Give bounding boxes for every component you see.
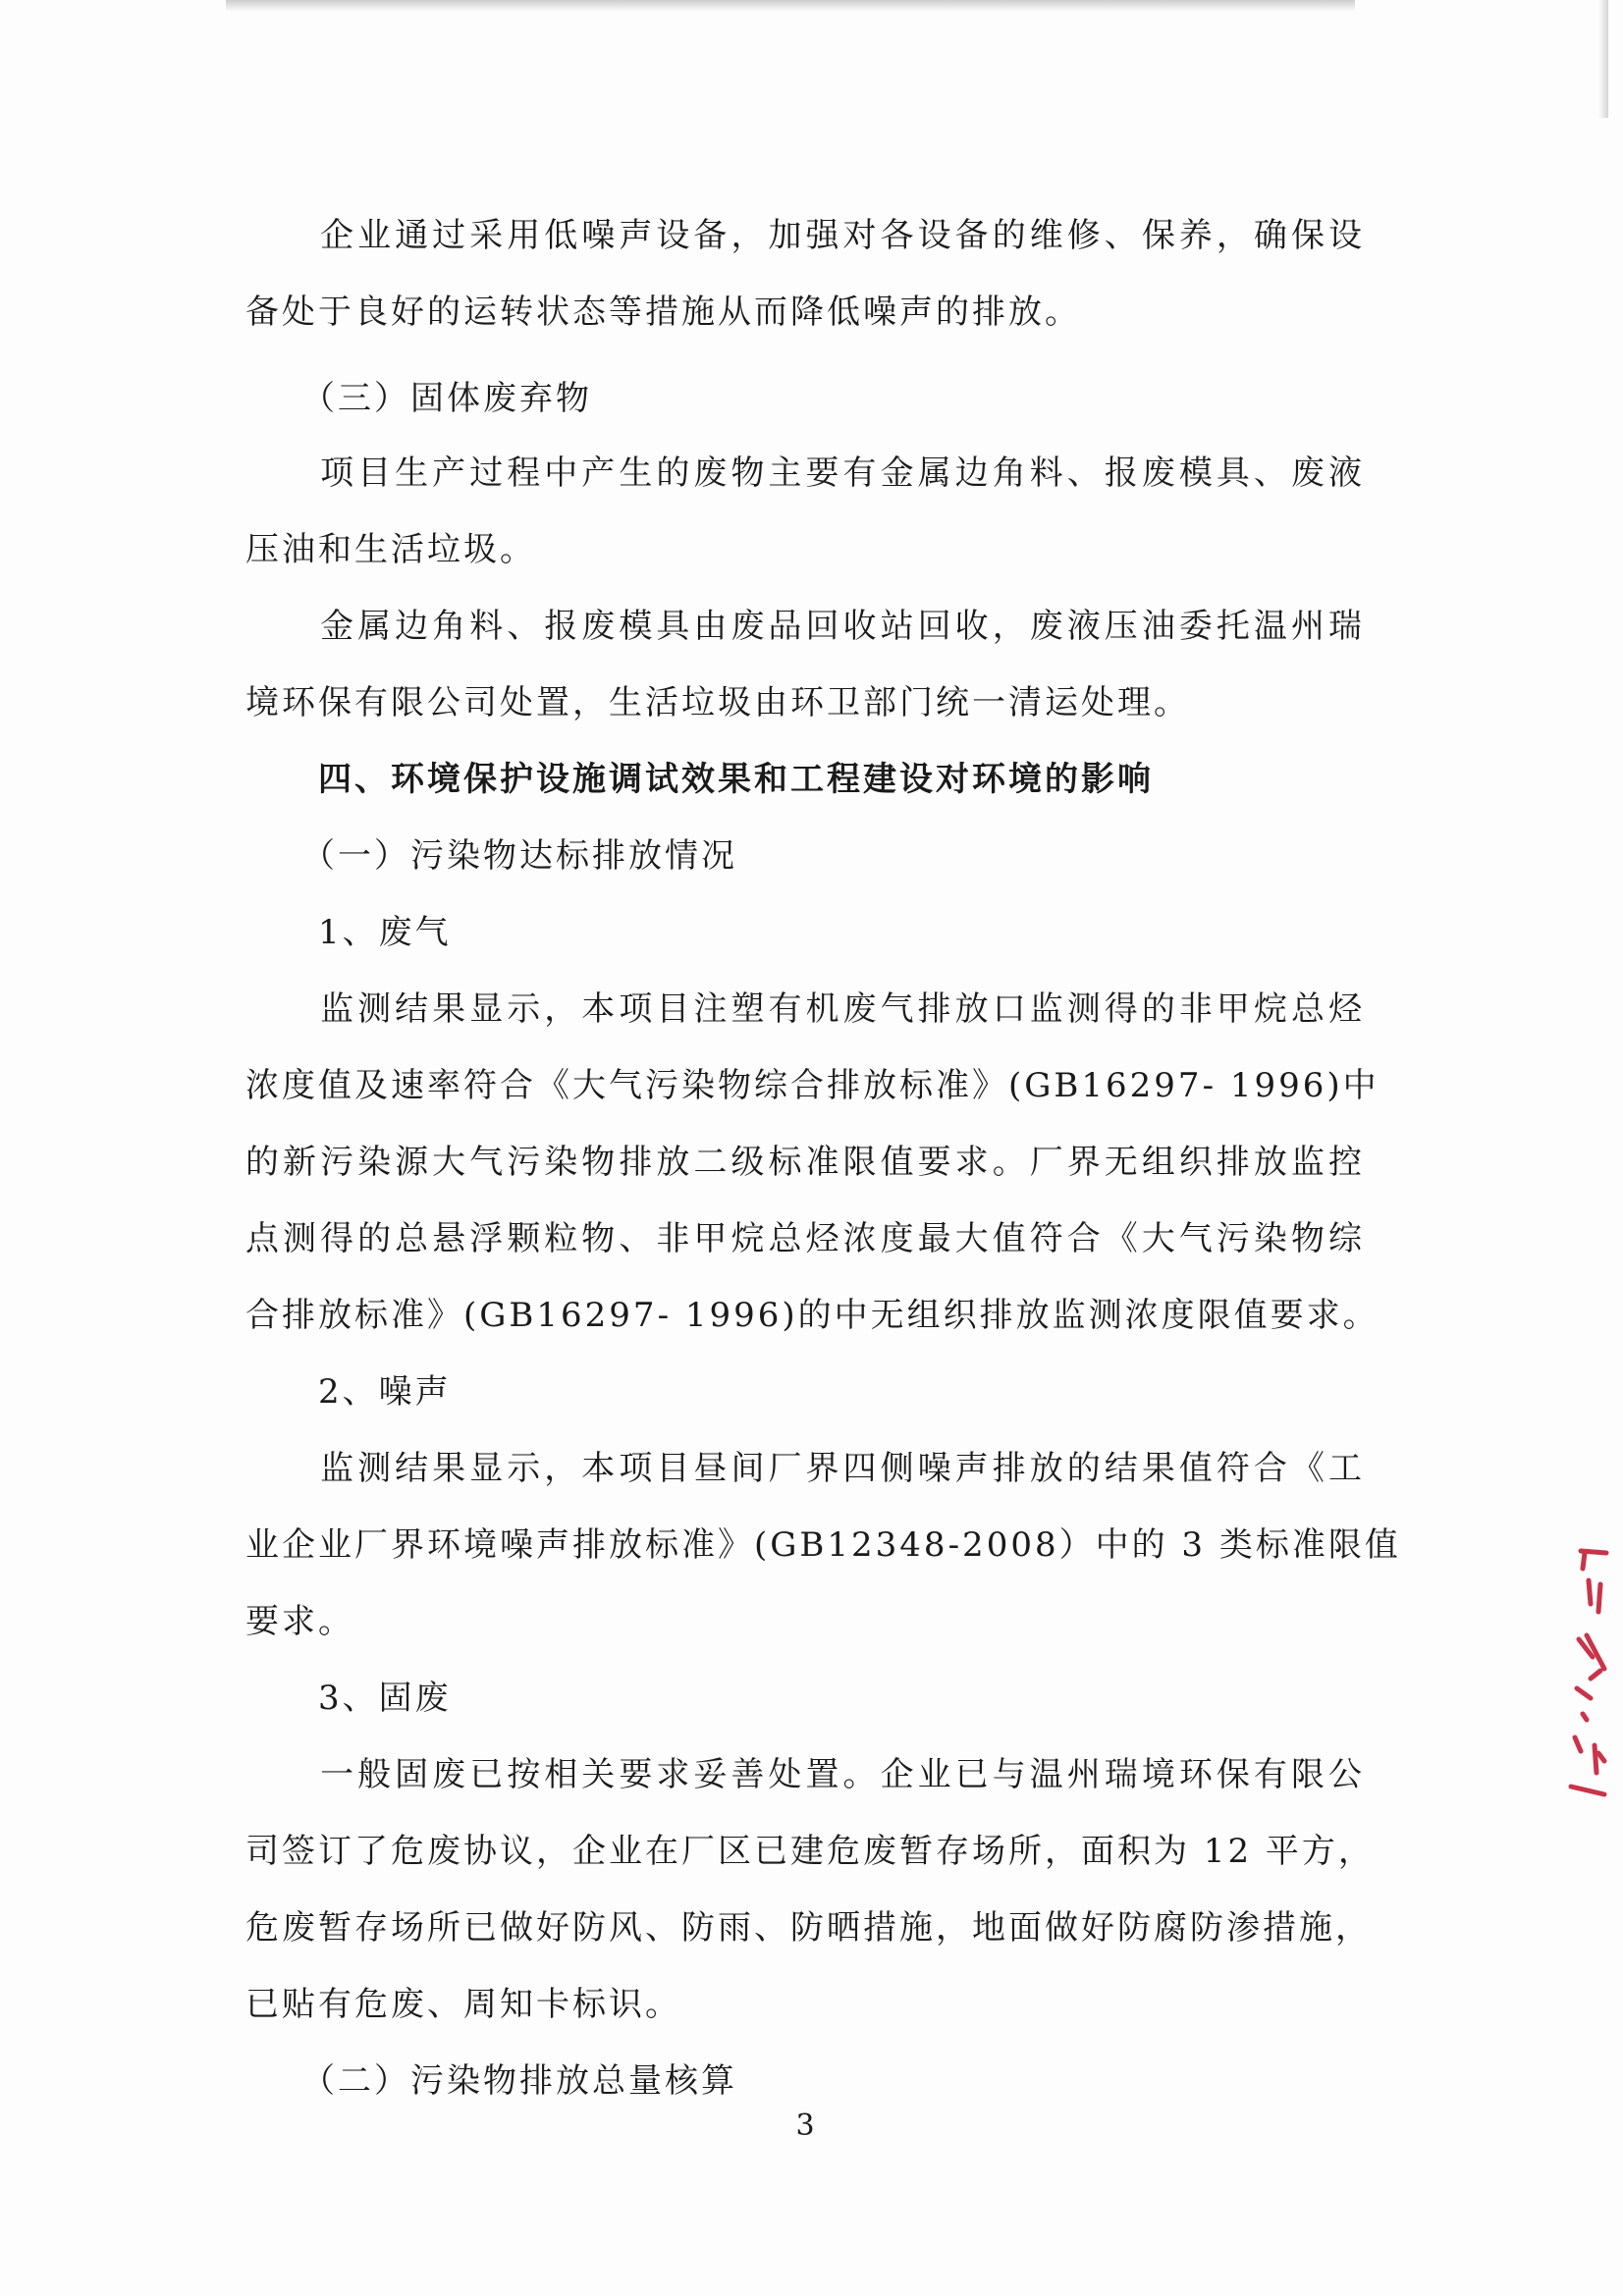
paragraph-exhaust-gas-line-3: 的新污染源大气污染物排放二级标准限值要求。厂界无组织排放监控 (245, 1143, 1365, 1182)
subsection-heading-solid-waste: 3、固废 (245, 1679, 452, 1718)
paragraph-waste-types-line-1: 项目生产过程中产生的废物主要有金属边角料、报废模具、废液 (245, 454, 1365, 493)
paragraph-noise-control-line-2: 备处于良好的运转状态等措施从而降低噪声的排放。 (245, 293, 1081, 332)
paragraph-noise-result-line-3: 要求。 (245, 1602, 354, 1641)
paragraph-waste-disposal-line-1: 金属边角料、报废模具由废品回收站回收，废液压油委托温州瑞 (245, 607, 1365, 646)
paragraph-waste-disposal-line-2: 境环保有限公司处置，生活垃圾由环卫部门统一清运处理。 (245, 683, 1190, 722)
paragraph-exhaust-gas-line-2: 浓度值及速率符合《大气污染物综合排放标准》(GB16297- 1996)中 (245, 1066, 1380, 1105)
section-heading-solid-waste: （三）固体废弃物 (245, 379, 592, 418)
paragraph-exhaust-gas-line-1: 监测结果显示，本项目注塑有机废气排放口监测得的非甲烷总烃 (245, 989, 1365, 1029)
paragraph-exhaust-gas-line-4: 点测得的总悬浮颗粒物、非甲烷总烃浓度最大值符合《大气污染物综 (245, 1219, 1365, 1258)
page-number: 3 (795, 2109, 815, 2143)
paragraph-solid-waste-line-2: 司签订了危废协议，企业在厂区已建危废暂存场所，面积为 12 平方， (245, 1832, 1375, 1871)
subsection-heading-noise: 2、噪声 (245, 1372, 452, 1412)
seal-stamp-graphic (1561, 1541, 1610, 1885)
paragraph-noise-control-line-1: 企业通过采用低噪声设备，加强对各设备的维修、保养，确保设 (245, 216, 1365, 255)
paragraph-noise-result-line-1: 监测结果显示，本项目昼间厂界四侧噪声排放的结果值符合《工 (245, 1449, 1365, 1488)
section-heading-total-emission: （二）污染物排放总量核算 (245, 2061, 737, 2101)
paragraph-solid-waste-line-4: 已贴有危废、周知卡标识。 (245, 1985, 681, 2024)
section-heading-pollutant-discharge: （一）污染物达标排放情况 (245, 836, 737, 876)
paragraph-exhaust-gas-line-5: 合排放标准》(GB16297- 1996)的中无组织排放监测浓度限值要求。 (245, 1296, 1380, 1335)
scan-edge-top (226, 0, 1355, 12)
paragraph-solid-waste-line-3: 危废暂存场所已做好防风、防雨、防晒措施，地面做好防腐防渗措施， (245, 1908, 1372, 1948)
subsection-heading-exhaust-gas: 1、废气 (245, 913, 452, 952)
chapter-heading-environmental-effects: 四、环境保护设施调试效果和工程建设对环境的影响 (245, 760, 1154, 799)
scan-edge-right (1598, 0, 1608, 118)
paragraph-solid-waste-line-1: 一般固废已按相关要求妥善处置。企业已与温州瑞境环保有限公 (245, 1755, 1365, 1794)
partial-seal-stamp (1561, 1541, 1610, 1885)
paragraph-waste-types-line-2: 压油和生活垃圾。 (245, 530, 536, 569)
paragraph-noise-result-line-2: 业企业厂界环境噪声排放标准》(GB12348-2008）中的 3 类标准限值 (245, 1525, 1401, 1565)
